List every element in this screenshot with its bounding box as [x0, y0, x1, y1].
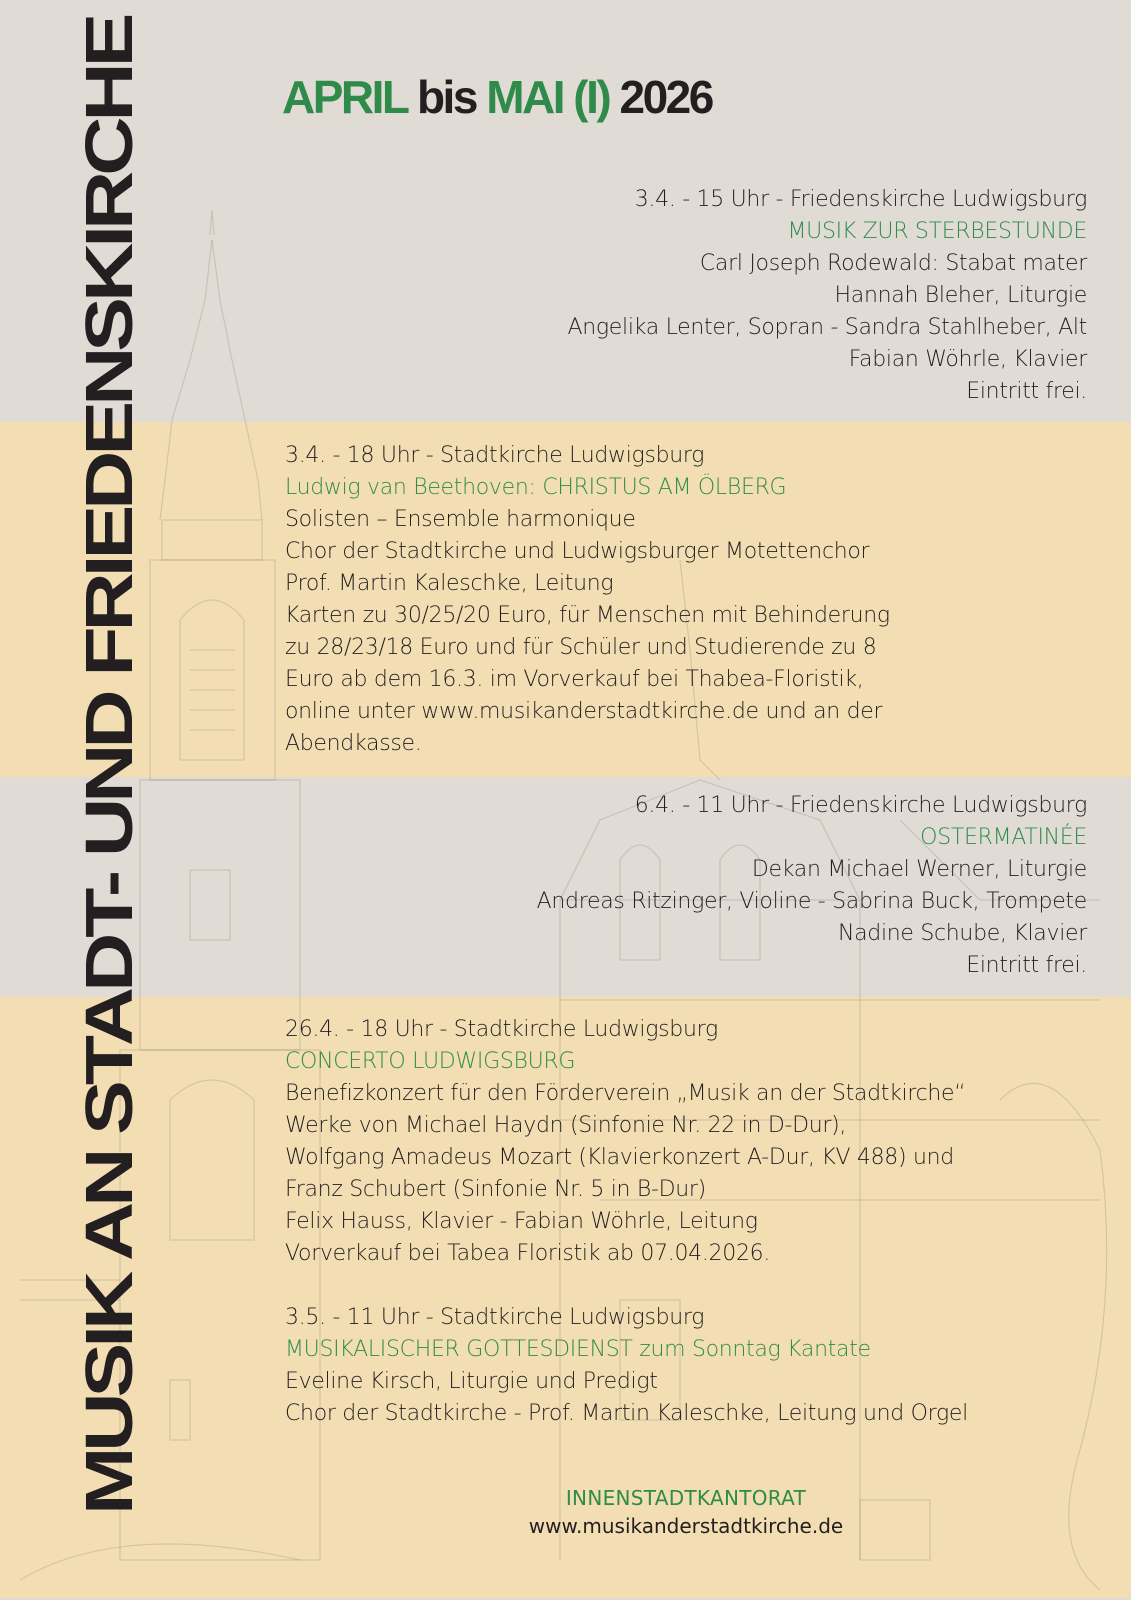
event-title: MUSIK ZUR STERBESTUNDE: [787, 219, 1087, 244]
event-detail: Solisten – Ensemble harmonique: [285, 507, 636, 532]
event-title: MUSIKALISCHER GOTTESDIENST zum Sonntag Kantate: [285, 1337, 871, 1362]
headline-mai: MAI (I): [486, 71, 610, 123]
event-detail: Wolfgang Amadeus Mozart (Klavierkonzert A-Dur, KV 488) und: [285, 1145, 954, 1170]
page-title: [282, 71, 712, 123]
footer-website-link[interactable]: www.musikanderstadtkirche.de: [528, 1514, 844, 1538]
event-header: 3.4. - 15 Uhr - Friedenskirche Ludwigsburg: [634, 187, 1087, 212]
footer-organization: INNENSTADTKANTORAT: [565, 1486, 807, 1510]
event-detail: Eintritt frei.: [966, 953, 1087, 978]
event-title: Ludwig van Beethoven: CHRISTUS AM ÖLBERG: [285, 475, 787, 500]
event-detail: Fabian Wöhrle, Klavier: [848, 347, 1087, 372]
event-detail: Nadine Schube, Klavier: [837, 921, 1087, 946]
event-header: 3.5. - 11 Uhr - Stadtkirche Ludwigsburg: [285, 1305, 705, 1330]
event-stadtkirche-gottesdienst-kantate: [285, 1302, 968, 1430]
event-detail: online unter www.musikanderstadtkirche.de und an der: [285, 699, 883, 724]
event-detail: Eveline Kirsch, Liturgie und Predigt: [285, 1369, 658, 1394]
event-detail: Karten zu 30/25/20 Euro, für Menschen mit Behinderung: [285, 603, 890, 628]
event-detail: Chor der Stadtkirche - Prof. Martin Kaleschke, Leitung und Orgel: [285, 1401, 968, 1426]
event-detail: Eintritt frei.: [966, 379, 1087, 404]
event-detail: Werke von Michael Haydn (Sinfonie Nr. 22 in D-Dur),: [285, 1113, 847, 1138]
event-friedenskirche-ostermatinee: [537, 790, 1087, 982]
event-detail: Prof. Martin Kaleschke, Leitung: [285, 571, 614, 596]
event-header: 3.4. - 18 Uhr - Stadtkirche Ludwigsburg: [285, 443, 705, 468]
event-detail: Euro ab dem 16.3. im Vorverkauf bei Thabea-Floristik,: [285, 667, 864, 692]
event-detail: Andreas Ritzinger, Violine - Sabrina Buck, Trompete: [536, 889, 1087, 914]
event-title: OSTERMATINÉE: [920, 825, 1087, 850]
event-stadtkirche-christus-am-oelberg: [285, 440, 890, 760]
event-header: 6.4. - 11 Uhr - Friedenskirche Ludwigsburg: [634, 793, 1087, 818]
event-stadtkirche-concerto-ludwigsburg: [285, 1014, 965, 1270]
event-detail: Angelika Lenter, Sopran - Sandra Stahlheber, Alt: [567, 315, 1087, 340]
event-detail: Felix Hauss, Klavier - Fabian Wöhrle, Leitung: [285, 1209, 758, 1234]
event-header: 26.4. - 18 Uhr - Stadtkirche Ludwigsburg: [285, 1017, 718, 1042]
event-detail: Benefizkonzert für den Förderverein „Musik an der Stadtkirche“: [285, 1081, 966, 1106]
event-detail: Chor der Stadtkirche und Ludwigsburger Motettenchor: [285, 539, 870, 564]
event-detail: zu 28/23/18 Euro und für Schüler und Studierende zu 8: [285, 635, 877, 660]
vertical-title: MUSIK AN STADT- UND FRIEDENSKIRCHE: [71, 17, 147, 1515]
event-detail: Dekan Michael Werner, Liturgie: [751, 857, 1087, 882]
footer: [0, 1484, 1131, 1540]
event-detail: Carl Joseph Rodewald: Stabat mater: [699, 251, 1087, 276]
event-friedenskirche-sterbestunde: [567, 184, 1087, 408]
event-detail: Vorverkauf bei Tabea Floristik ab 07.04.2026.: [285, 1241, 771, 1266]
event-detail: Franz Schubert (Sinfonie Nr. 5 in B-Dur): [285, 1177, 706, 1202]
event-detail: Abendkasse.: [285, 731, 422, 756]
headline-bis: bis: [416, 71, 476, 123]
event-title: CONCERTO LUDWIGSBURG: [285, 1049, 576, 1074]
headline-year: 2026: [619, 71, 712, 123]
headline-april: APRIL: [282, 71, 407, 123]
event-detail: Hannah Bleher, Liturgie: [834, 283, 1087, 308]
